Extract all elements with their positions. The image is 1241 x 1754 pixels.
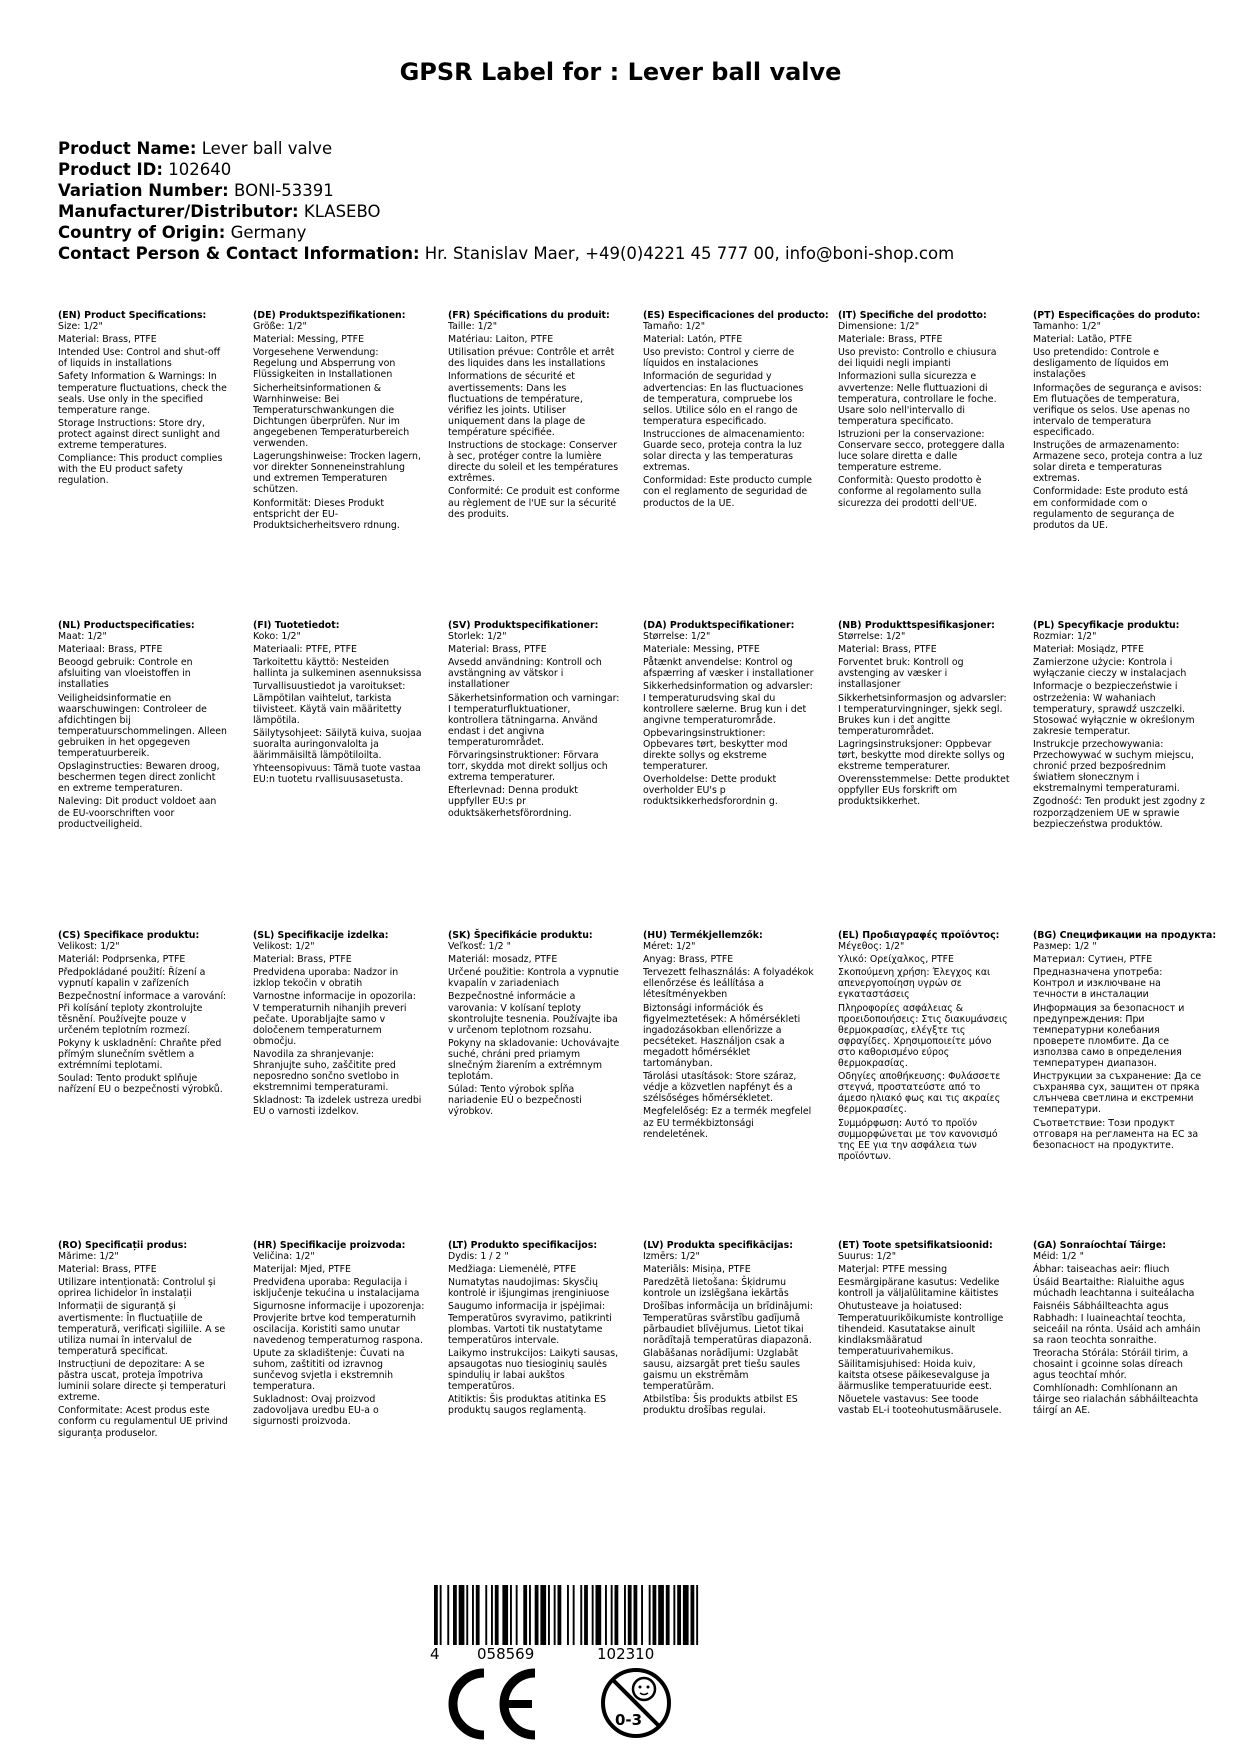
spec-line: Materiał: Mosiądz, PTFE <box>1033 644 1144 656</box>
age-range-label: 0-3 <box>615 1711 643 1729</box>
spec-line: Informações de segurança e avisos: Em flutuações de temperatura, verifique os selos. Use apenas no intervalo de temperatura especificado. <box>1033 382 1202 438</box>
info-value: Germany <box>230 223 307 242</box>
spec-line: Treoracha Stórála: Stóráil tirim, a chosaint i gcoinne solas díreach agus teochtaí mhór. <box>1033 1347 1189 1382</box>
spec-line: Conformidad: Este producto cumple con el reglamento de seguridad de productos de la UE. <box>643 475 813 509</box>
spec-line: Tamaño: 1/2" <box>643 321 706 333</box>
spec-block <box>1033 1240 1205 1418</box>
spec-line: Materjal: PTFE messing <box>838 1264 948 1276</box>
spec-line: Veiligheidsinformatie en waarschuwingen: Controleer de afdichtingen bij temperatuurschommelingen. Alleen gebruiken in het opgegeven temperatuurbereik. <box>58 692 227 760</box>
spec-heading: (FR) Spécifications du produit: <box>448 310 610 321</box>
spec-line: Koko: 1/2" <box>253 631 301 643</box>
info-label: Country of Origin: <box>58 223 226 242</box>
spec-line: Dimensione: 1/2" <box>838 321 920 333</box>
spec-line: Съответствие: Този продукт отговаря на регламента на ЕС за безопасност на продуктите. <box>1033 1117 1199 1151</box>
spec-line: Sigurnosne informacije i upozorenja: Provjerite brtve kod temperaturnih oscilacija. Koristiti samo unutar navedenog temperaturnog raspona. <box>253 1301 425 1346</box>
spec-block <box>838 620 1010 810</box>
spec-block <box>253 620 425 787</box>
spec-line: Instruções de armazenamento: Armazene seco, proteja contra a luz solar direta e temperaturas extremas. <box>1033 440 1203 485</box>
spec-heading: (BG) Спецификации на продукта: <box>1033 930 1217 941</box>
spec-line: Sicherheitsinformationen & Warnhinweise: Bei Temperaturschwankungen die Dichtungen überprüfen. Nur im angegebenen Temperaturbereich verwenden. <box>253 382 410 450</box>
spec-line: Informazioni sulla sicurezza e avvertenze: Nelle fluttuazioni di temperatura, controllare le foche. Usare solo nell'intervallo di temperatura specificato. <box>838 371 997 427</box>
spec-line: Vorgesehene Verwendung: Regelung und Absperrung von Flüssigkeiten in Installationen <box>253 347 396 381</box>
spec-heading: (HU) Termékjellemzők: <box>643 930 763 941</box>
spec-line: Materiál: mosadz, PTFE <box>448 954 558 966</box>
spec-line: Bezpečnostné informácie a varovania: V kolísaní teploty skontrolujte tesnenia. Používajte iba v určenom teplotnom rozsahu. <box>448 991 618 1036</box>
spec-heading: (CS) Specifikace produktu: <box>58 930 200 941</box>
spec-line: Förvaringsinstruktioner: Förvara torr, skydda mot direkt solljus och extrema temperaturer. <box>448 750 608 784</box>
spec-line: Medžiaga: Liemenėlė, PTFE <box>448 1264 577 1276</box>
spec-line: Zgodność: Ten produkt jest zgodny z rozporządzeniem UE w sprawie bezpieczeństwa produktów. <box>1033 796 1205 830</box>
info-value: BONI-53391 <box>234 181 334 200</box>
spec-line: Overensstemmelse: Dette produktet oppfyller EUs forskrift om produktsikkerhet. <box>838 774 1010 808</box>
spec-line: Conformità: Questo prodotto è conforme al regolamento sulla sicurezza dei prodotti dell'UE. <box>838 475 982 509</box>
spec-line: Nõuetele vastavus: See toode vastab EL-i tooteohutusmäärusele. <box>838 1394 1002 1417</box>
spec-line: Efterlevnad: Denna produkt uppfyller EU:s pr oduktsäkerhetsförordning. <box>448 785 578 819</box>
spec-block <box>58 620 230 832</box>
spec-line: Súlad: Tento výrobok spĺňa nariadenie EÚ o bezpečnosti výrobkov. <box>448 1084 582 1118</box>
spec-line: Tárolási utasítások: Store száraz, védje a közvetlen napfényt és a szélsőséges hőmérsékletet. <box>643 1071 797 1105</box>
spec-line: Sikkerhedsinformation og advarsler: I temperaturudsving skal du kontrollere sælerne. Brug kun i det angivne temperaturområde. <box>643 681 813 726</box>
spec-block <box>1033 620 1205 832</box>
spec-line: Opbevaringsinstruktioner: Opbevares tørt, beskytter mod direkte sollys og ekstreme temperaturer. <box>643 727 788 773</box>
spec-line: Påtænkt anvendelse: Kontrol og afspærring af væsker i installationer <box>643 657 814 680</box>
spec-line: Material: Brass, PTFE <box>58 334 157 346</box>
spec-line: Zamierzone użycie: Kontrola i wyłączanie cieczy w instalacjach <box>1033 657 1187 680</box>
info-row <box>58 138 1188 159</box>
spec-block <box>58 310 230 488</box>
spec-line: Saugumo informacija ir įspėjimai: Temperatūros svyravimo, patikrinti plombas. Vartoti tik nustatytame temperatūros intervale. <box>448 1301 612 1346</box>
spec-line: Istruzioni per la conservazione: Conservare secco, proteggere dalla luce solare diretta e dalle temperature estreme. <box>838 428 1005 474</box>
spec-line: Konformität: Dieses Produkt entspricht der EU-Produktsicherheitsvero rdnung. <box>253 497 400 531</box>
spec-line: Faisnéis Sábháilteachta agus Rabhadh: I luaineachtaí teochta, seiceáil na rónta. Úsáid ach amháin sa raon teochta sonraithe. <box>1033 1301 1201 1346</box>
spec-line: Υλικό: Ορείχαλκος, PTFE <box>838 954 954 966</box>
spec-line: Upute za skladištenje: Čuvati na suhom, zaštititi od izravnog sunčevog svjetla i ekstremnih temperatura. <box>253 1347 405 1393</box>
spec-line: Predvidena uporaba: Nadzor in izklop tekočin v obratih <box>253 967 399 990</box>
spec-line: Conformidade: Este produto está em conformidade com o regulamento de segurança de produtos da UE. <box>1033 486 1189 531</box>
spec-heading: (FI) Tuotetiedot: <box>253 620 340 631</box>
spec-line: Uso pretendido: Controle e desligamento de líquidos em instalações <box>1033 347 1169 381</box>
spec-line: Eesmärgipärane kasutus: Vedelike kontroll ja väljalülitamine käitistes <box>838 1277 1000 1300</box>
spec-block <box>58 1240 230 1441</box>
spec-line: Intended Use: Control and shut-off of liquids in installations <box>58 347 221 370</box>
spec-line: Utilizare intenționată: Controlul și oprirea lichidelor în instalații <box>58 1277 216 1300</box>
spec-line: Navodila za shranjevanje: Shranjujte suho, zaščitite pred neposredno sončno svetlobo in ekstremnimi temperaturami. <box>253 1048 400 1094</box>
info-row <box>58 159 1188 180</box>
spec-line: Varnostne informacije in opozorila: V temperaturnih nihanjih preveri pečate. Uporabljajte samo v določenem temperaturnem območju. <box>253 991 416 1047</box>
info-value: Hr. Stanislav Maer, +49(0)4221 45 777 00, info@boni-shop.com <box>424 244 955 263</box>
spec-line: Ábhar: taiseachas aeir: fliuch <box>1033 1264 1170 1276</box>
spec-line: Инструкции за съхранение: Да се съхранява сух, защитен от пряка слънчева светлина и екстремни температури. <box>1033 1071 1202 1116</box>
page-title: GPSR Label for : Lever ball valve <box>399 58 842 86</box>
spec-line: Instructions de stockage: Conserver à sec, protéger contre la lumière directe du soleil et les températures extrêmes. <box>448 440 619 485</box>
info-row <box>58 243 1188 264</box>
spec-line: Tamanho: 1/2" <box>1033 321 1101 333</box>
spec-line: Συμμόρφωση: Αυτό το προϊόν συμμορφώνεται με τον κανονισμό της ΕΕ για την ασφάλεια των προϊόντων. <box>838 1117 998 1162</box>
spec-line: Størrelse: 1/2" <box>643 631 711 643</box>
product-info <box>58 138 1188 264</box>
spec-line: Размер: 1/2 " <box>1033 941 1097 953</box>
spec-line: Material: Brass, PTFE <box>448 644 547 656</box>
spec-block <box>838 1240 1010 1418</box>
spec-line: Veľkosť: 1/2 " <box>448 941 511 953</box>
spec-line: Drošības informācija un brīdinājumi: Temperatūras svārstību gadījumā pārbaudiet blīvējumus. Lietot tikai norādītajā temperatūras diapazonā. <box>643 1301 813 1346</box>
spec-line: Předpokládané použití: Řízení a vypnutí kapalin v zařízeních <box>58 967 206 990</box>
spec-heading: (PT) Especificações do produto: <box>1033 310 1201 321</box>
spec-line: Instrucciones de almacenamiento: Guarde seco, proteja contra la luz solar directa y las temperaturas extremas. <box>643 428 805 474</box>
spec-heading: (RO) Specificații produs: <box>58 1240 188 1251</box>
spec-line: Numatytas naudojimas: Skysčių kontrolė ir išjungimas įrenginiuose <box>448 1277 610 1300</box>
info-value: KLASEBO <box>303 202 381 221</box>
spec-line: Información de seguridad y advertencias: En las fluctuaciones de temperatura, compruebe los sellos. Utilice sólo en el rango de temperatura especificado. <box>643 371 804 427</box>
spec-line: Informations de sécurité et avertissements: Dans les fluctuations de température, vérifiez les joints. Utiliser uniquement dans la plage de température spécifiée. <box>448 371 586 438</box>
spec-line: Материал: Сутиен, PTFE <box>1033 954 1153 966</box>
spec-line: Materiaali: PTFE, PTFE <box>253 644 357 656</box>
info-label: Contact Person & Contact Information: <box>58 244 420 263</box>
spec-line: Skladnost: Ta izdelek ustreza uredbi EU o varnosti izdelkov. <box>253 1095 422 1118</box>
spec-block <box>838 310 1010 511</box>
spec-heading: (EL) Προδιαγραφές προϊόντος: <box>838 930 1000 941</box>
spec-line: Storage Instructions: Store dry, protect against direct sunlight and extreme temperatures. <box>58 417 221 452</box>
spec-heading: (LT) Produkto specifikacijos: <box>448 1240 598 1251</box>
spec-heading: (GA) Sonraíochtaí Táirge: <box>1033 1240 1166 1251</box>
spec-line: Tervezett felhasználás: A folyadékok ellenőrzése és leállítása a létesítményekben <box>643 967 814 1001</box>
info-row <box>58 201 1188 222</box>
spec-line: Bezpečnostní informace a varování: Při kolísání teploty zkontrolujte těsnění. Používejte pouze v určeném teplotním rozmezí. <box>58 991 227 1036</box>
spec-line: Pokyny k uskladnění: Chraňte před přímým slunečním světlem a extrémními teplotami. <box>58 1037 222 1072</box>
spec-line: Ohutusteave ja hoiatused: Temperatuurikõikumiste kontrollige tihendeid. Kasutatakse ainult kindlaksmääratud temperatuurivahemikus. <box>838 1301 1004 1357</box>
spec-line: Μέγεθος: 1/2" <box>838 941 905 953</box>
barcode-digits-right: 102310 <box>597 1645 655 1663</box>
info-label: Product ID: <box>58 160 163 179</box>
spec-line: Naleving: Dit product voldoet aan de EU-voorschriften voor productveiligheid. <box>58 796 217 830</box>
spec-line: Größe: 1/2" <box>253 321 307 333</box>
spec-line: Comhlíonadh: Comhlíonann an táirge seo rialachán sábháilteachta táirgí an AE. <box>1033 1383 1199 1417</box>
spec-heading: (SL) Specifikacije izdelka: <box>253 930 389 941</box>
spec-line: Storlek: 1/2" <box>448 631 507 643</box>
spec-line: Úsáid Beartaithe: Rialuithe agus múchadh leachtanna i suiteálacha <box>1033 1277 1195 1300</box>
spec-block <box>448 1240 620 1418</box>
spec-line: Anyag: Brass, PTFE <box>643 954 734 966</box>
barcode-digits-left: 058569 <box>477 1645 535 1663</box>
spec-heading: (HR) Specifikacije proizvoda: <box>253 1240 406 1251</box>
spec-line: Velikost: 1/2" <box>58 941 120 953</box>
spec-grid <box>58 310 1217 1530</box>
spec-block <box>643 930 815 1142</box>
spec-line: Určené použitie: Kontrola a vypnutie kvapalín v zariadeniach <box>448 967 619 990</box>
spec-block <box>253 930 425 1120</box>
spec-line: Material: Messing, PTFE <box>253 334 365 346</box>
info-value: Lever ball valve <box>201 139 333 158</box>
info-label: Manufacturer/Distributor: <box>58 202 299 221</box>
spec-line: Glabāšanas norādījumi: Uzglabāt sausu, aizsargāt pret tiešu saules gaismu un ekstrēmām temperatūrām. <box>643 1347 801 1393</box>
spec-line: Lagringsinstruksjoner: Oppbevar tørt, beskytte mod direkte sollys og ekstreme temperaturer. <box>838 738 1005 773</box>
spec-line: Conformitate: Acest produs este conform cu regulamentul UE privind siguranța produselor. <box>58 1405 228 1439</box>
info-row <box>58 222 1188 243</box>
spec-line: Uso previsto: Control y cierre de líquidos en instalaciones <box>643 347 795 370</box>
spec-heading: (EN) Product Specifications: <box>58 310 207 321</box>
spec-line: Lagerungshinweise: Trocken lagern, vor direkter Sonneneinstrahlung und extremen Temperaturen schützen. <box>253 451 421 496</box>
spec-line: Materiale: Messing, PTFE <box>643 644 760 656</box>
spec-heading: (NB) Produkttspesifikasjoner: <box>838 620 995 631</box>
spec-line: Biztonsági információk és figyelmeztetések: A hőmérsékleti ingadozásokban ellenőrizze a pecséteket. Használjon csak a megadott hőmérséklet tartományban. <box>643 1002 801 1070</box>
spec-block <box>643 1240 815 1418</box>
spec-line: Säilytysohjeet: Säilytä kuiva, suojaa suoralta auringonvalolta ja äärimmäisiltä lämpötiloilta. <box>253 727 422 762</box>
spec-line: Rozmiar: 1/2" <box>1033 631 1097 643</box>
spec-line: Forventet bruk: Kontroll og avstenging av væsker i installasjoner <box>838 657 964 691</box>
spec-line: Avsedd användning: Kontroll och avstängning av vätskor i installationer <box>448 657 602 691</box>
spec-line: Material: Brass, PTFE <box>253 954 352 966</box>
spec-line: Materiale: Brass, PTFE <box>838 334 943 346</box>
spec-line: Material: Latón, PTFE <box>643 334 743 346</box>
spec-line: Megfelelőség: Ez a termék megfelel az EU termékbiztonsági rendeletének. <box>643 1106 812 1140</box>
spec-line: Maat: 1/2" <box>58 631 107 643</box>
spec-heading: (NL) Productspecificaties: <box>58 620 195 631</box>
spec-line: Laikymo instrukcijos: Laikyti sausas, apsaugotas nuo tiesioginių saulės spindulių ir labai aukštos temperatūros. <box>448 1347 619 1393</box>
spec-line: Materijal: Mjed, PTFE <box>253 1264 351 1276</box>
spec-line: Méret: 1/2" <box>643 941 696 953</box>
spec-heading: (SK) Špecifikácie produktu: <box>448 930 593 941</box>
spec-heading: (SV) Produktspecifikationer: <box>448 620 599 631</box>
spec-line: Soulad: Tento produkt splňuje nařízení EU o bezpečnosti výrobků. <box>58 1073 223 1096</box>
spec-block <box>448 620 620 821</box>
spec-heading: (LV) Produkta specifikācijas: <box>643 1240 793 1251</box>
spec-line: Materiāls: Misiņa, PTFE <box>643 1264 751 1276</box>
spec-block <box>448 930 620 1120</box>
spec-block <box>838 930 1010 1164</box>
spec-line: Utilisation prévue: Contrôle et arrêt des liquides dans les installations <box>448 347 615 370</box>
spec-line: Οδηγίες αποθήκευσης: Φυλάσσετε στεγνά, προστατεύστε από το άμεσο ηλιακό φως και τις ακραίες θερμοκρασίες. <box>838 1071 1001 1116</box>
spec-line: Yhteensopivuus: Tämä tuote vastaa EU:n tuotetu rvallisuusasetusta. <box>253 763 421 786</box>
spec-block <box>1033 930 1217 1153</box>
spec-line: Taille: 1/2" <box>448 321 498 333</box>
spec-block <box>253 310 425 533</box>
spec-line: Suurus: 1/2" <box>838 1251 897 1263</box>
spec-line: Dydis: 1 / 2 " <box>448 1251 509 1263</box>
spec-line: Pokyny na skladovanie: Uchovávajte suché, chráni pred priamym slnečným žiarením a extrémnym teplotám. <box>448 1037 620 1083</box>
spec-block <box>448 310 620 522</box>
spec-line: Beoogd gebruik: Controle en afsluiting van vloeistoffen in installaties <box>58 657 193 691</box>
spec-line: Turvallisuustiedot ja varoitukset: Lämpötilan vaihtelut, tarkista tiivisteet. Käytä vain määritetty lämpötila. <box>253 681 406 726</box>
spec-line: Tarkoitettu käyttö: Nesteiden hallinta ja sulkeminen asennuksissa <box>253 657 422 680</box>
info-value: 102640 <box>168 160 232 179</box>
info-label: Product Name: <box>58 139 197 158</box>
spec-line: Σκοπούμενη χρήση: Έλεγχος και απενεργοποίηση υγρών σε εγκαταστάσεις <box>838 967 991 1001</box>
spec-line: Предназначена употреба: Контрол и изключване на течности в инсталации <box>1033 967 1163 1001</box>
spec-heading: (IT) Specifiche del prodotto: <box>838 310 987 321</box>
spec-line: Информация за безопасност и предупреждения: При температурни колебания проверете пломбите. Да се използва само в определения температурен диапазон. <box>1033 1002 1185 1070</box>
spec-line: Instrucțiuni de depozitare: A se păstra uscat, proteja împotriva luminii solare directe și temperaturi extreme. <box>58 1358 226 1404</box>
spec-line: Mărime: 1/2" <box>58 1251 119 1263</box>
spec-line: Velikost: 1/2" <box>253 941 315 953</box>
spec-heading: (ET) Toote spetsifikatsioonid: <box>838 1240 993 1251</box>
spec-line: Πληροφορίες ασφάλειας & προειδοποιήσεις: Στις διακυμάνσεις θερμοκρασίας, ελέγξτε τις σφραγίδες. Χρησιμοποιείτε μόνο στο καθορισμένο εύρος θερμοκρασίας. <box>838 1002 1008 1070</box>
spec-line: Uso previsto: Controllo e chiusura dei liquidi negli impianti <box>838 347 997 370</box>
spec-line: Materiál: Podprsenka, PTFE <box>58 954 186 966</box>
spec-line: Conformité: Ce produit est conforme au règlement de l'UE sur la sécurité des produits. <box>448 486 620 520</box>
spec-line: Méid: 1/2 " <box>1033 1251 1084 1263</box>
spec-line: Størrelse: 1/2" <box>838 631 906 643</box>
spec-line: Veličina: 1/2" <box>253 1251 315 1263</box>
spec-heading: (DA) Produktspecifikationer: <box>643 620 795 631</box>
spec-line: Materiaal: Brass, PTFE <box>58 644 163 656</box>
spec-block <box>253 1240 425 1430</box>
age-warning-icon <box>603 1670 669 1736</box>
spec-line: Säkerhetsinformation och varningar: I temperaturfluktuationer, kontrollera tätningarna. Använd endast i det angivna temperaturområdet. <box>448 692 620 748</box>
spec-line: Material: Brass, PTFE <box>58 1264 157 1276</box>
spec-block <box>643 310 829 511</box>
spec-line: Atitiktis: Šis produktas atitinka ES produktų saugos reglamentą. <box>448 1394 607 1417</box>
barcode-digit-prefix: 4 <box>430 1645 440 1663</box>
spec-block <box>643 620 815 810</box>
spec-block <box>1033 310 1205 533</box>
spec-line: Material: Latão, PTFE <box>1033 334 1133 346</box>
compliance-marks <box>440 1665 740 1745</box>
spec-line: Informacje o bezpieczeństwie i ostrzeżenia: W wahaniach temperatury, sprawdź uszczelki. Stosować wyłącznie w określonym zakresie temperatur. <box>1033 681 1195 737</box>
info-label: Variation Number: <box>58 181 229 200</box>
spec-line: Sukladnost: Ovaj proizvod zadovoljava uredbu EU-a o sigurnosti proizvoda. <box>253 1394 379 1428</box>
barcode <box>430 1585 764 1665</box>
spec-line: Paredzētā lietošana: Šķidrumu kontrole un izslēgšana iekārtās <box>643 1277 789 1300</box>
spec-heading: (PL) Specyfikacje produktu: <box>1033 620 1180 631</box>
spec-heading: (ES) Especificaciones del producto: <box>643 310 829 321</box>
spec-line: Säilitamisjuhised: Hoida kuiv, kaitsta otsese päikesevalguse ja äärmuslike temperatuuride eest. <box>838 1358 992 1393</box>
spec-line: Informații de siguranță și avertismente: În fluctuațiile de temperatură, verificați sigiliile. A se utiliza numai în intervalul de temperatură specificat. <box>58 1301 226 1357</box>
spec-line: Material: Brass, PTFE <box>838 644 937 656</box>
barcode-bars <box>434 1585 764 1647</box>
spec-block <box>58 930 230 1097</box>
spec-line: Sikkerhetsinformasjon og advarsler: I temperaturvingninger, sjekk segl. Brukes kun i det angitte temperaturområdet. <box>838 692 1007 737</box>
spec-line: Safety Information & Warnings: In temperature fluctuations, check the seals. Use only in the specified temperature range. <box>58 371 227 416</box>
spec-line: Izmērs: 1/2" <box>643 1251 700 1263</box>
spec-line: Opslaginstructies: Bewaren droog, beschermen tegen direct zonlicht en extreme temperaturen. <box>58 761 220 795</box>
spec-line: Matériau: Laiton, PTFE <box>448 334 554 346</box>
spec-heading: (DE) Produktspezifikationen: <box>253 310 406 321</box>
spec-line: Atbilstība: Šis produkts atbilst ES produktu drošības regulai. <box>643 1394 798 1417</box>
ce-mark-icon <box>453 1673 535 1735</box>
spec-line: Overholdelse: Dette produkt overholder EU's p roduktsikkerhedsforordnin g. <box>643 774 778 808</box>
spec-line: Instrukcje przechowywania: Przechowywać w suchym miejscu, chronić przed bezpośrednim światłem słonecznym i ekstremalnymi temperaturami. <box>1033 738 1194 795</box>
spec-line: Compliance: This product complies with the EU product safety regulation. <box>58 453 223 487</box>
spec-line: Size: 1/2" <box>58 321 103 333</box>
spec-line: Predviđena uporaba: Regulacija i isključenje tekućina u instalacijama <box>253 1277 420 1300</box>
info-row <box>58 180 1188 201</box>
